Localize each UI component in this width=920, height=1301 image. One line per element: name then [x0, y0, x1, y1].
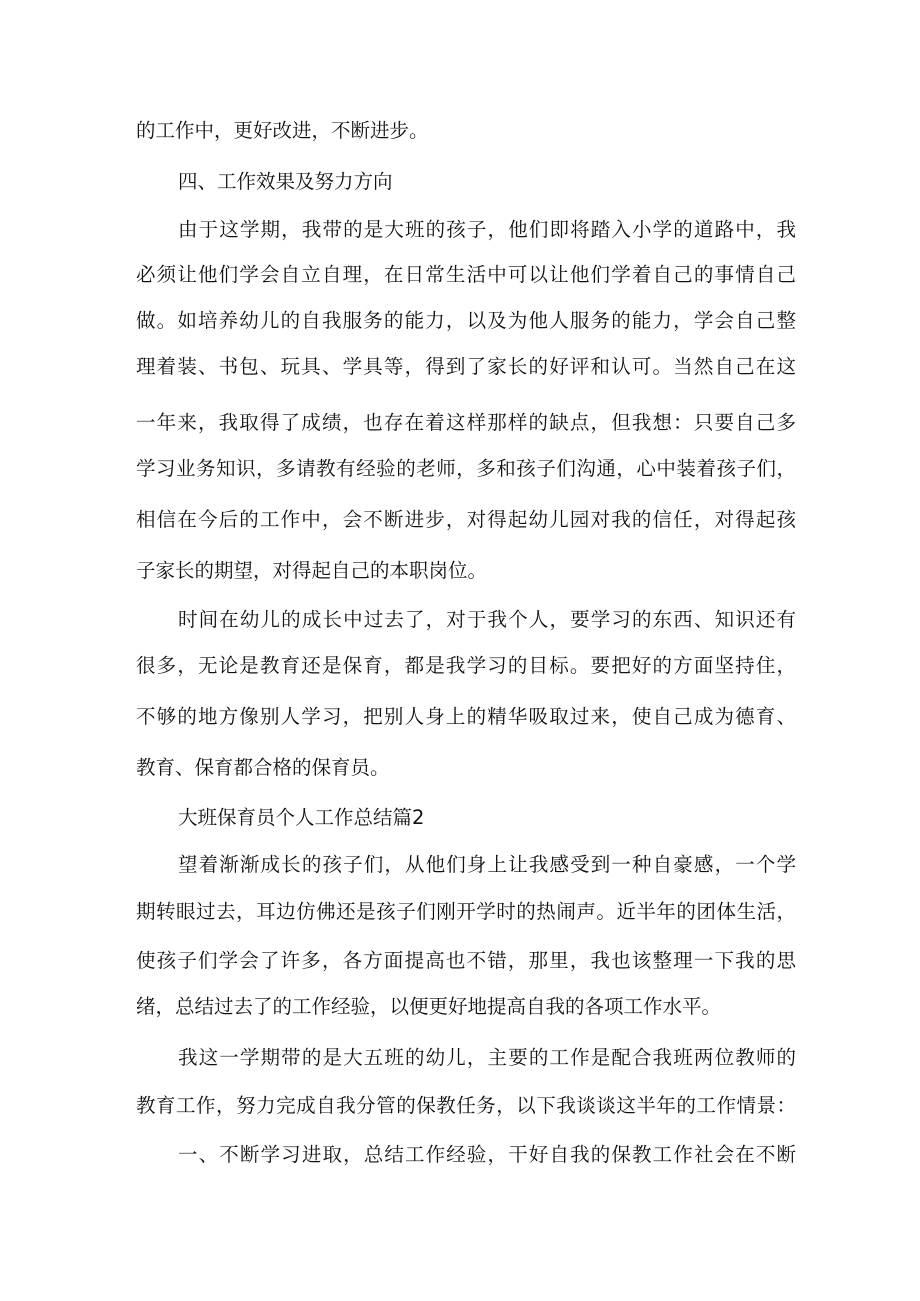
text-line: 教育工作，努力完成自我分管的保教任务，以下我谈谈这半年的工作情景：: [136, 1094, 796, 1117]
text-line: 绪，总结过去了的工作经验，以便更好地提高自我的各项工作水平。: [136, 995, 722, 1018]
text-line: 使孩子们学会了许多，各方面提高也不错，那里，我也该整理一下我的思: [136, 949, 796, 972]
text-line: 由于这学期，我带的是大班的孩子，他们即将踏入小学的道路中，我: [178, 218, 796, 241]
text-line: 做。如培养幼儿的自我服务的能力，以及为他人服务的能力，学会自己整: [136, 309, 796, 332]
text-line: 时间在幼儿的成长中过去了，对于我个人，要学习的东西、知识还有: [178, 608, 796, 631]
text-line: 不够的地方像别人学习，把别人身上的精华吸取过来，使自己成为德育、: [136, 705, 796, 728]
text-line: 一、不断学习进取，总结工作经验，干好自我的保教工作社会在不断: [178, 1143, 796, 1166]
text-line: 我这一学期带的是大五班的幼儿，主要的工作是配合我班两位教师的: [178, 1046, 796, 1069]
text-line: 子家长的期望，对得起自己的本职岗位。: [136, 559, 488, 582]
text-line: 必须让他们学会自立自理，在日常生活中可以让他们学着自己的事情自己: [136, 263, 796, 286]
text-line: 的工作中，更好改进，不断进步。: [136, 119, 429, 142]
text-line: 望着渐渐成长的孩子们，从他们身上让我感受到一种自豪感，一个学: [178, 853, 796, 876]
text-line: 一年来，我取得了成绩，也存在着这样那样的缺点，但我想：只要自己多: [136, 411, 796, 434]
article-subtitle: 大班保育员个人工作总结篇2: [178, 806, 425, 829]
text-line: 相信在今后的工作中，会不断进步，对得起幼儿园对我的信任，对得起孩: [136, 508, 796, 531]
text-line: 很多，无论是教育还是保育，都是我学习的目标。要把好的方面坚持住，: [136, 654, 796, 677]
text-line: 学习业务知识，多请教有经验的老师，多和孩子们沟通，心中装着孩子们，: [136, 457, 796, 480]
text-line: 期转眼过去，耳边仿佛还是孩子们刚开学时的热闹声。近半年的团体生活，: [136, 900, 796, 923]
section-heading: 四、工作效果及努力方向: [178, 170, 393, 193]
text-line: 教育、保育都合格的保育员。: [136, 756, 390, 779]
text-line: 理着装、书包、玩具、学具等，得到了家长的好评和认可。当然自己在这: [136, 355, 796, 378]
